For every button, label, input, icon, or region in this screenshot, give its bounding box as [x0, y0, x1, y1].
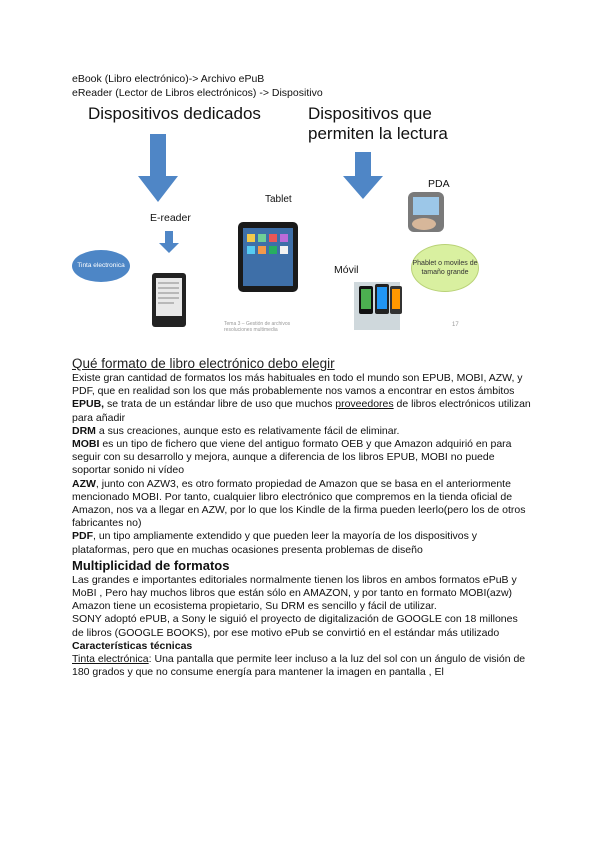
arrow-down-icon-small [159, 231, 179, 253]
bubble-tinta-electronica [72, 250, 130, 282]
slide-page-number: 17 [452, 322, 459, 328]
azw-text: , junto con AZW3, es otro formato propiedad de Amazon que se basa en el anteriormente mencionado MOBI. Por tanto, cualquier libro electrónico que compremos en la tienda oficial de Amazon, nos va a llegar en AZW, por lo que los Kindle de la firma pueden leerlo(pero los de otros fabricantes no) [72, 477, 526, 530]
label-movil: Móvil [334, 264, 359, 276]
label-ereader: E-reader [150, 212, 191, 224]
mobi-text: es un tipo de fichero que viene del antiguo formato OEB y que Amazon adquirió en para seguir con su desarrollo y mejora, aunque a diferencia de los libros EPUB, MOBI no puede soportar sonido ni vídeo [72, 438, 512, 477]
epub-text-b: de libros electrónicos utilizan para añadir [72, 398, 531, 424]
tinta-label: Tinta electrónica [72, 653, 149, 666]
heading-multiplicidad: Multiplicidad de formatos [72, 557, 230, 573]
tablet-device-image [238, 222, 298, 292]
paragraph-amazon: Amazon tiene un ecosistema propietario, Su DRM es sencillo y fácil de utilizar. [72, 600, 437, 613]
paragraph-epub [72, 398, 532, 424]
slide-heading-reading-1: Dispositivos que [308, 104, 432, 123]
paragraph-sony: SONY adoptó ePUB, a Sony le siguió el proyecto de digitalización de GOOGLE con 18 millones de libros (GOOGLE BOOKS), por ese motivo ePub se convirtió en el estándar más utilizado [72, 613, 518, 639]
paragraph-mobi [72, 438, 532, 478]
label-pda: PDA [428, 178, 450, 190]
heading-formato: Qué formato de libro electrónico debo elegir [72, 356, 335, 371]
drm-text: a sus creaciones, aunque esto es relativamente fácil de eliminar. [95, 424, 400, 437]
label-tablet: Tablet [265, 194, 292, 205]
slide-footer-line-1: Tema 3 – Gestión de archivos [224, 321, 291, 327]
paragraph-pdf [72, 530, 532, 556]
bubble-tinta-text: Tinta electronica [77, 262, 125, 269]
bubble-phablet [411, 244, 479, 292]
slide-heading-dedicated: Dispositivos dedicados [88, 104, 261, 123]
azw-label: AZW [72, 477, 96, 490]
intro-line-ebook: eBook (Libro electrónico)-> Archivo ePuB [72, 73, 265, 85]
slide-figure [72, 100, 480, 336]
pdf-label: PDF [72, 530, 93, 543]
arrow-down-icon-left [138, 134, 178, 202]
paragraph-formatos: Existe gran cantidad de formatos los más habituales en todo el mundo son EPUB, MOBI, AZW, y PDF, que en realidad son los que más probablemente nos vamos a encontrar en estos ámbitos [72, 372, 523, 398]
ereader-device-image [152, 273, 186, 327]
document-body [72, 355, 532, 679]
epub-text-a: se trata de un estándar libre de uso que muchos [104, 398, 336, 411]
paragraph-tinta [72, 653, 532, 679]
slide-footer-line-2: resoluciones multimedia [224, 327, 278, 333]
paragraph-drm [72, 425, 532, 438]
arrow-down-icon-right [343, 152, 383, 199]
tinta-text: : Una pantalla que permite leer incluso a la luz del sol con un ángulo de visión de 180 grados y que no consume energía para mantener la imagen en pantalla , El [72, 653, 526, 679]
bubble-phablet-text: Phablet o moviles de tamaño grande [412, 260, 478, 276]
proveedores-link[interactable]: proveedores [335, 398, 394, 411]
mobile-devices-image [354, 282, 402, 330]
paragraph-azw [72, 478, 532, 531]
paragraph-editoriales: Las grandes e importantes editoriales normalmente tienen los libros en ambos formatos ePuB y MoBI , Pero hay muchos libros que están sólo en AMAZON, y por tanto en formato MOBI(azw) [72, 573, 517, 600]
epub-label: EPUB, [72, 398, 105, 411]
slide-footer [224, 321, 290, 333]
pda-device-image [408, 192, 444, 232]
pdf-text: , un tipo ampliamente extendido y que pueden leer la mayoría de los dispositivos y plataformas, pero que en muchas ocasiones presenta problemas de diseño [72, 530, 478, 556]
intro-line-ereader: eReader (Lector de Libros electrónicos) -> Dispositivo [72, 87, 323, 99]
slide-heading-reading-2: permiten la lectura [308, 124, 448, 143]
mobi-label: MOBI [72, 438, 100, 451]
drm-label: DRM [72, 424, 96, 437]
heading-caracteristicas: Características técnicas [72, 639, 193, 652]
